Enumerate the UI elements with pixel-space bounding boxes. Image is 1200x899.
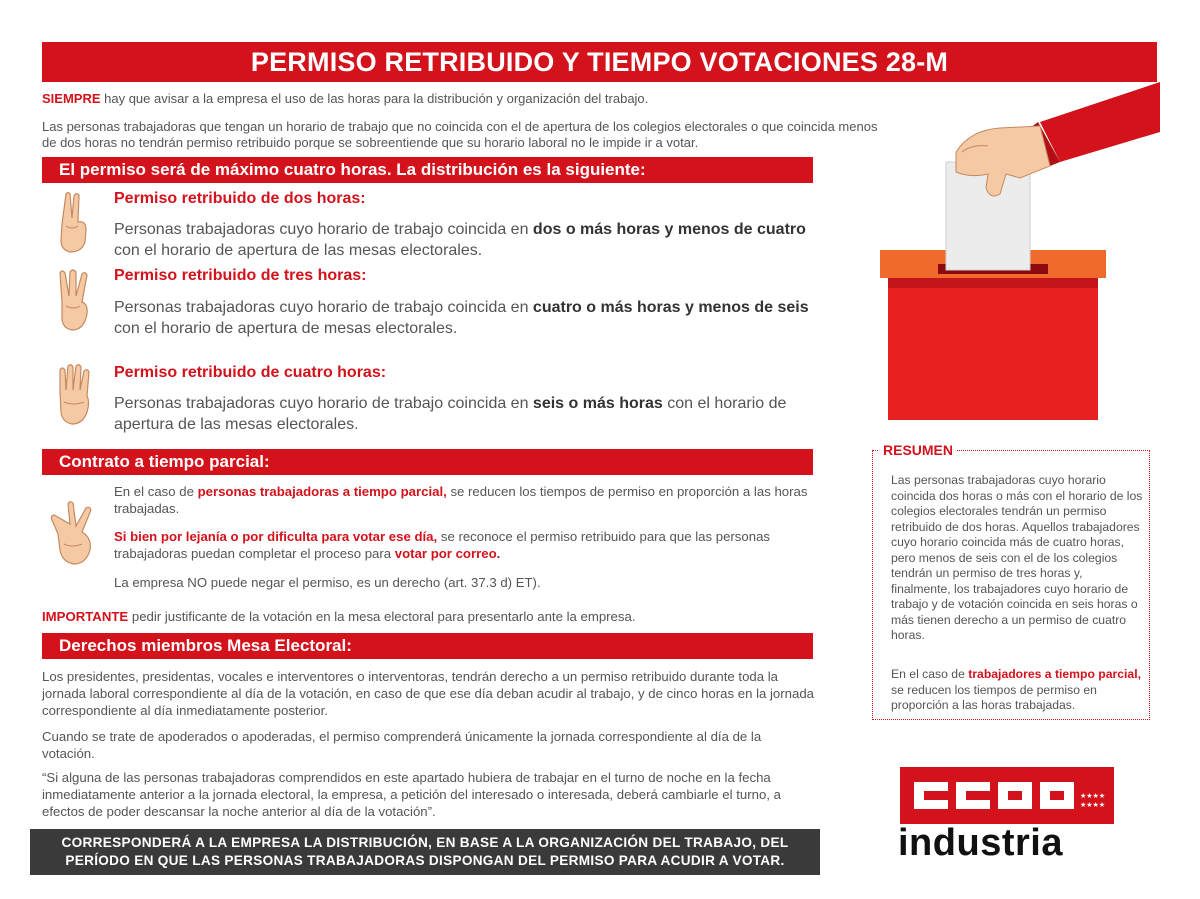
- part-time-p2-red2: votar por correo.: [394, 546, 501, 561]
- perm-three-bold: cuatro o más horas y menos de seis: [532, 299, 809, 316]
- industria-logo-text: industria: [898, 822, 1063, 864]
- part-time-paragraph-1: [114, 483, 814, 517]
- resumen-title: RESUMEN: [879, 442, 957, 458]
- mesa-paragraph-1: Los presidentes, presidentas, vocales e interventores o interventoras, tendrán derecho a un permiso retribuido durante toda la jornada laboral correspondiente al día de la votación, en caso de que ese día deban acudir al trabajo, y de cinco horas en la jornada correspondiente al día inmediatamente posterior.: [42, 669, 814, 718]
- hand-three-fingers-icon: [52, 268, 96, 332]
- perm-two-text-b: con el horario de apertura de las mesas electorales.: [114, 242, 483, 259]
- part-time-p1-b: se reducen los tiempos de permiso en proporción a las horas trabajadas.: [114, 484, 808, 516]
- part-time-paragraph-3: La empresa NO puede negar el permiso, es un derecho (art. 37.3 d) ET).: [114, 575, 541, 590]
- ccoo-logo: [900, 767, 1114, 824]
- hand-four-fingers-icon: [52, 362, 96, 426]
- section-mesa-electoral-header: Derechos miembros Mesa Electoral:: [42, 633, 813, 659]
- perm-three-hours-title: Permiso retribuido de tres horas:: [114, 267, 367, 284]
- perm-two-hours-text: [114, 219, 814, 261]
- part-time-p2-b: se reconoce el permiso retribuido para que las personas trabajadoras puedan completar el proceso para: [114, 529, 770, 561]
- part-time-p2-red: Si bien por lejanía o por dificulta para votar ese día,: [114, 529, 438, 544]
- section-permission-header: El permiso será de máximo cuatro horas. La distribución es la siguiente:: [42, 157, 813, 183]
- importante-text: pedir justificante de la votación en la mesa electoral para presentarlo ante la empresa.: [128, 609, 636, 624]
- ballot-box-illustration: [860, 82, 1160, 427]
- resumen-p2-red: trabajadores a tiempo parcial,: [968, 667, 1141, 681]
- footer-note: [30, 829, 820, 875]
- footer-line-2: PERÍODO EN QUE LAS PERSONAS TRABAJADORAS DISPONGAN DEL PERMISO PARA ACUDIR A VOTAR.: [65, 853, 785, 868]
- perm-three-text-b: con el horario de apertura de mesas electorales.: [114, 320, 458, 337]
- perm-four-text-b: con el horario de apertura de las mesas electorales.: [114, 395, 787, 433]
- perm-four-hours-text: [114, 393, 814, 435]
- perm-two-bold: dos o más horas y menos de cuatro: [532, 221, 806, 238]
- hand-two-fingers-icon: [52, 190, 96, 254]
- importante-label: IMPORTANTE: [42, 609, 129, 624]
- part-time-p1-a: En el caso de: [114, 484, 198, 499]
- hand-pointing-icon: [48, 500, 98, 568]
- perm-four-text-a: Personas trabajadoras cuyo horario de trabajo coincida en: [114, 395, 533, 412]
- resumen-box: [872, 442, 1150, 720]
- intro-paragraph: Las personas trabajadoras que tengan un horario de trabajo que no coincida con el de apertura de los colegios electorales o que coincida menos de dos horas no tendrán permiso retribuido porque se sobreentiende que su horario laboral no le impide ir a votar.: [42, 119, 878, 150]
- part-time-paragraph-2: [114, 528, 814, 562]
- perm-two-hours-title: Permiso retribuido de dos horas:: [114, 190, 366, 207]
- perm-four-hours-title: Permiso retribuido de cuatro horas:: [114, 364, 387, 381]
- perm-three-hours-text: [114, 297, 814, 339]
- mesa-paragraph-3: “Si alguna de las personas trabajadoras comprendidos en este apartado hubiera de trabajar en el turno de noche en la fecha inmediatamente anterior a la jornada electoral, la empresa, a petición del interesado o interesada, deberá cambiarle el turno, a efectos de poder descansar la noche anterior al día de la votación”.: [42, 770, 781, 819]
- svg-text:★★★★: ★★★★: [1080, 792, 1106, 800]
- resumen-p2-b: se reducen los tiempos de permiso en proporción a las horas trabajadas.: [891, 682, 1097, 712]
- svg-text:★★★★: ★★★★: [1080, 801, 1106, 809]
- footer-line-1: CORRESPONDERÁ A LA EMPRESA LA DISTRIBUCIÓN, EN BASE A LA ORGANIZACIÓN DEL TRABAJO, DEL: [61, 835, 789, 850]
- perm-four-bold: seis o más horas: [532, 395, 663, 412]
- section-part-time-header: Contrato a tiempo parcial:: [42, 449, 813, 475]
- intro-siempre-line: [42, 91, 822, 107]
- ccoo-letters-icon: [900, 767, 1114, 824]
- perm-two-text-a: Personas trabajadoras cuyo horario de trabajo coincida en: [114, 221, 533, 238]
- siempre-label: SIEMPRE: [42, 91, 101, 106]
- page-title: PERMISO RETRIBUIDO Y TIEMPO VOTACIONES 28-M: [42, 42, 1157, 82]
- siempre-text: hay que avisar a la empresa el uso de las horas para la distribución y organización del trabajo.: [100, 91, 649, 106]
- importante-line: [42, 608, 822, 625]
- part-time-p1-red: personas trabajadoras a tiempo parcial,: [197, 484, 447, 499]
- perm-three-text-a: Personas trabajadoras cuyo horario de trabajo coincida en: [114, 299, 533, 316]
- resumen-p2-a: En el caso de: [891, 667, 969, 681]
- resumen-paragraph-2: [891, 667, 1143, 714]
- mesa-paragraph-2: Cuando se trate de apoderados o apoderadas, el permiso comprenderá únicamente la jornada correspondiente al día de la votación.: [42, 729, 762, 761]
- resumen-paragraph-1: Las personas trabajadoras cuyo horario coincida dos horas o más con el horario de los colegios electorales tendrán un permiso retribuido de dos horas. Aquellos trabajadores cuyo horario coincida más de cuatro horas, pero menos de seis con el de los colegios tendrán un permiso de tres horas y, finalmente, los trabajadores cuyo horario de trabajo y de votación coincida en seis horas o más tienen derecho a un permiso de cuatro horas.: [891, 473, 1143, 642]
